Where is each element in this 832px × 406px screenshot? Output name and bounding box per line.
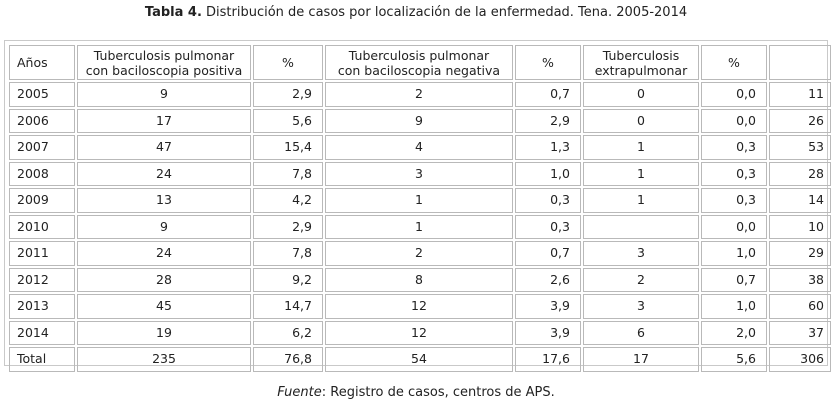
cell-negative: 12 [325, 294, 513, 319]
header-positive-pct [253, 45, 323, 80]
cell-year: 2008 [9, 162, 75, 187]
caption-label: Tabla 4. [144, 5, 202, 20]
source-footnote [0, 385, 832, 401]
header-negative-pct [515, 45, 581, 80]
cell-year: Total [9, 347, 75, 372]
header-line-2: con baciloscopia negativa [337, 62, 501, 78]
cell-negative: 8 [325, 268, 513, 293]
cell-positive: 19 [77, 321, 251, 346]
table-body [9, 82, 831, 372]
cell-extrapulmonary: 0 [583, 109, 699, 134]
footnote-label: Fuente [277, 385, 322, 400]
header-line-1: % [542, 55, 554, 70]
cell-negative: 9 [325, 109, 513, 134]
cell-negative-pct: 0,7 [515, 241, 581, 266]
cell-extrapulmonary-pct: 2,0 [701, 321, 767, 346]
cell-negative: 3 [325, 162, 513, 187]
cell-positive-pct: 6,2 [253, 321, 323, 346]
table-row [9, 321, 831, 346]
cell-year: 2012 [9, 268, 75, 293]
cell-negative-pct: 1,0 [515, 162, 581, 187]
cell-extrapulmonary: 1 [583, 135, 699, 160]
header-row [9, 45, 831, 80]
table-row [9, 241, 831, 266]
cell-negative: 2 [325, 82, 513, 107]
cell-extrapulmonary: 1 [583, 162, 699, 187]
cell-extrapulmonary: 1 [583, 188, 699, 213]
header-line-1: % [282, 55, 294, 70]
cell-extrapulmonary-pct: 1,0 [701, 294, 767, 319]
header-line-1: % [728, 55, 740, 70]
cell-total: 53 [769, 135, 831, 160]
footnote-text: : Registro de casos, centros de APS. [321, 385, 555, 400]
cell-total: 29 [769, 241, 831, 266]
cell-negative-pct: 3,9 [515, 294, 581, 319]
cell-positive-pct: 5,6 [253, 109, 323, 134]
cell-positive: 235 [77, 347, 251, 372]
cell-positive-pct: 76,8 [253, 347, 323, 372]
table-row [9, 162, 831, 187]
cell-positive-pct: 14,7 [253, 294, 323, 319]
cell-total: 37 [769, 321, 831, 346]
cell-positive: 47 [77, 135, 251, 160]
cell-negative-pct: 17,6 [515, 347, 581, 372]
cell-year: 2013 [9, 294, 75, 319]
cell-negative-pct: 3,9 [515, 321, 581, 346]
cell-year: 2010 [9, 215, 75, 240]
cell-negative-pct: 0,3 [515, 188, 581, 213]
cell-positive: 13 [77, 188, 251, 213]
cell-year: 2009 [9, 188, 75, 213]
cell-negative-pct: 0,7 [515, 82, 581, 107]
cases-table [7, 43, 832, 374]
cell-total: 14 [769, 188, 831, 213]
cell-extrapulmonary: 17 [583, 347, 699, 372]
cell-total: 306 [769, 347, 831, 372]
table-row [9, 135, 831, 160]
cell-positive-pct: 2,9 [253, 82, 323, 107]
cell-positive: 28 [77, 268, 251, 293]
table-row [9, 188, 831, 213]
table-row [9, 268, 831, 293]
cell-negative: 54 [325, 347, 513, 372]
cell-total: 28 [769, 162, 831, 187]
cell-negative: 4 [325, 135, 513, 160]
cell-positive-pct: 2,9 [253, 215, 323, 240]
table-row [9, 347, 831, 372]
cell-positive-pct: 9,2 [253, 268, 323, 293]
cell-total: 38 [769, 268, 831, 293]
table-row [9, 215, 831, 240]
cell-negative-pct: 1,3 [515, 135, 581, 160]
cell-extrapulmonary-pct: 0,0 [701, 82, 767, 107]
cell-year: 2005 [9, 82, 75, 107]
cell-positive: 45 [77, 294, 251, 319]
header-positive [77, 45, 251, 80]
cell-positive-pct: 4,2 [253, 188, 323, 213]
cell-extrapulmonary-pct: 0,3 [701, 188, 767, 213]
cell-extrapulmonary: 0 [583, 82, 699, 107]
cell-negative: 2 [325, 241, 513, 266]
cell-positive-pct: 7,8 [253, 241, 323, 266]
cell-extrapulmonary-pct: 0,3 [701, 135, 767, 160]
cell-total: 10 [769, 215, 831, 240]
header-extrapulmonary [583, 45, 699, 80]
table-row [9, 294, 831, 319]
cell-extrapulmonary-pct: 0,0 [701, 109, 767, 134]
cell-extrapulmonary-pct: 5,6 [701, 347, 767, 372]
table-frame [4, 40, 828, 366]
header-extrapulmonary-pct [701, 45, 767, 80]
cell-extrapulmonary-pct: 0,7 [701, 268, 767, 293]
cell-extrapulmonary: 3 [583, 294, 699, 319]
header-years [9, 45, 75, 80]
cell-negative: 1 [325, 215, 513, 240]
cell-positive: 9 [77, 215, 251, 240]
table-row [9, 82, 831, 107]
header-line-2: extrapulmonar [594, 62, 688, 78]
cell-negative: 12 [325, 321, 513, 346]
cell-extrapulmonary: 2 [583, 268, 699, 293]
cell-year: 2014 [9, 321, 75, 346]
header-negative [325, 45, 513, 80]
cell-extrapulmonary-pct: 1,0 [701, 241, 767, 266]
cell-negative-pct: 0,3 [515, 215, 581, 240]
table-caption [0, 5, 832, 21]
cell-extrapulmonary-pct: 0,0 [701, 215, 767, 240]
cell-extrapulmonary: 3 [583, 241, 699, 266]
header-line-1: Años [17, 55, 48, 70]
cell-negative: 1 [325, 188, 513, 213]
cell-extrapulmonary-pct: 0,3 [701, 162, 767, 187]
cell-total: 11 [769, 82, 831, 107]
cell-positive: 24 [77, 162, 251, 187]
header-total [769, 45, 831, 80]
cell-year: 2006 [9, 109, 75, 134]
cell-positive-pct: 15,4 [253, 135, 323, 160]
header-line-2: con baciloscopia positiva [85, 62, 243, 78]
cell-positive: 9 [77, 82, 251, 107]
cell-extrapulmonary [583, 215, 699, 240]
header-line-1: Tuberculosis pulmonar [93, 47, 235, 63]
cell-total: 60 [769, 294, 831, 319]
table-row [9, 109, 831, 134]
header-line-1: Tuberculosis [602, 47, 680, 63]
header-line-1: Tuberculosis pulmonar [348, 47, 490, 63]
cell-positive: 17 [77, 109, 251, 134]
cell-positive-pct: 7,8 [253, 162, 323, 187]
cell-year: 2011 [9, 241, 75, 266]
cell-total: 26 [769, 109, 831, 134]
cell-extrapulmonary: 6 [583, 321, 699, 346]
cell-negative-pct: 2,9 [515, 109, 581, 134]
cell-positive: 24 [77, 241, 251, 266]
caption-text: Distribución de casos por localización de la enfermedad. Tena. 2005-2014 [201, 5, 688, 20]
cell-year: 2007 [9, 135, 75, 160]
cell-negative-pct: 2,6 [515, 268, 581, 293]
